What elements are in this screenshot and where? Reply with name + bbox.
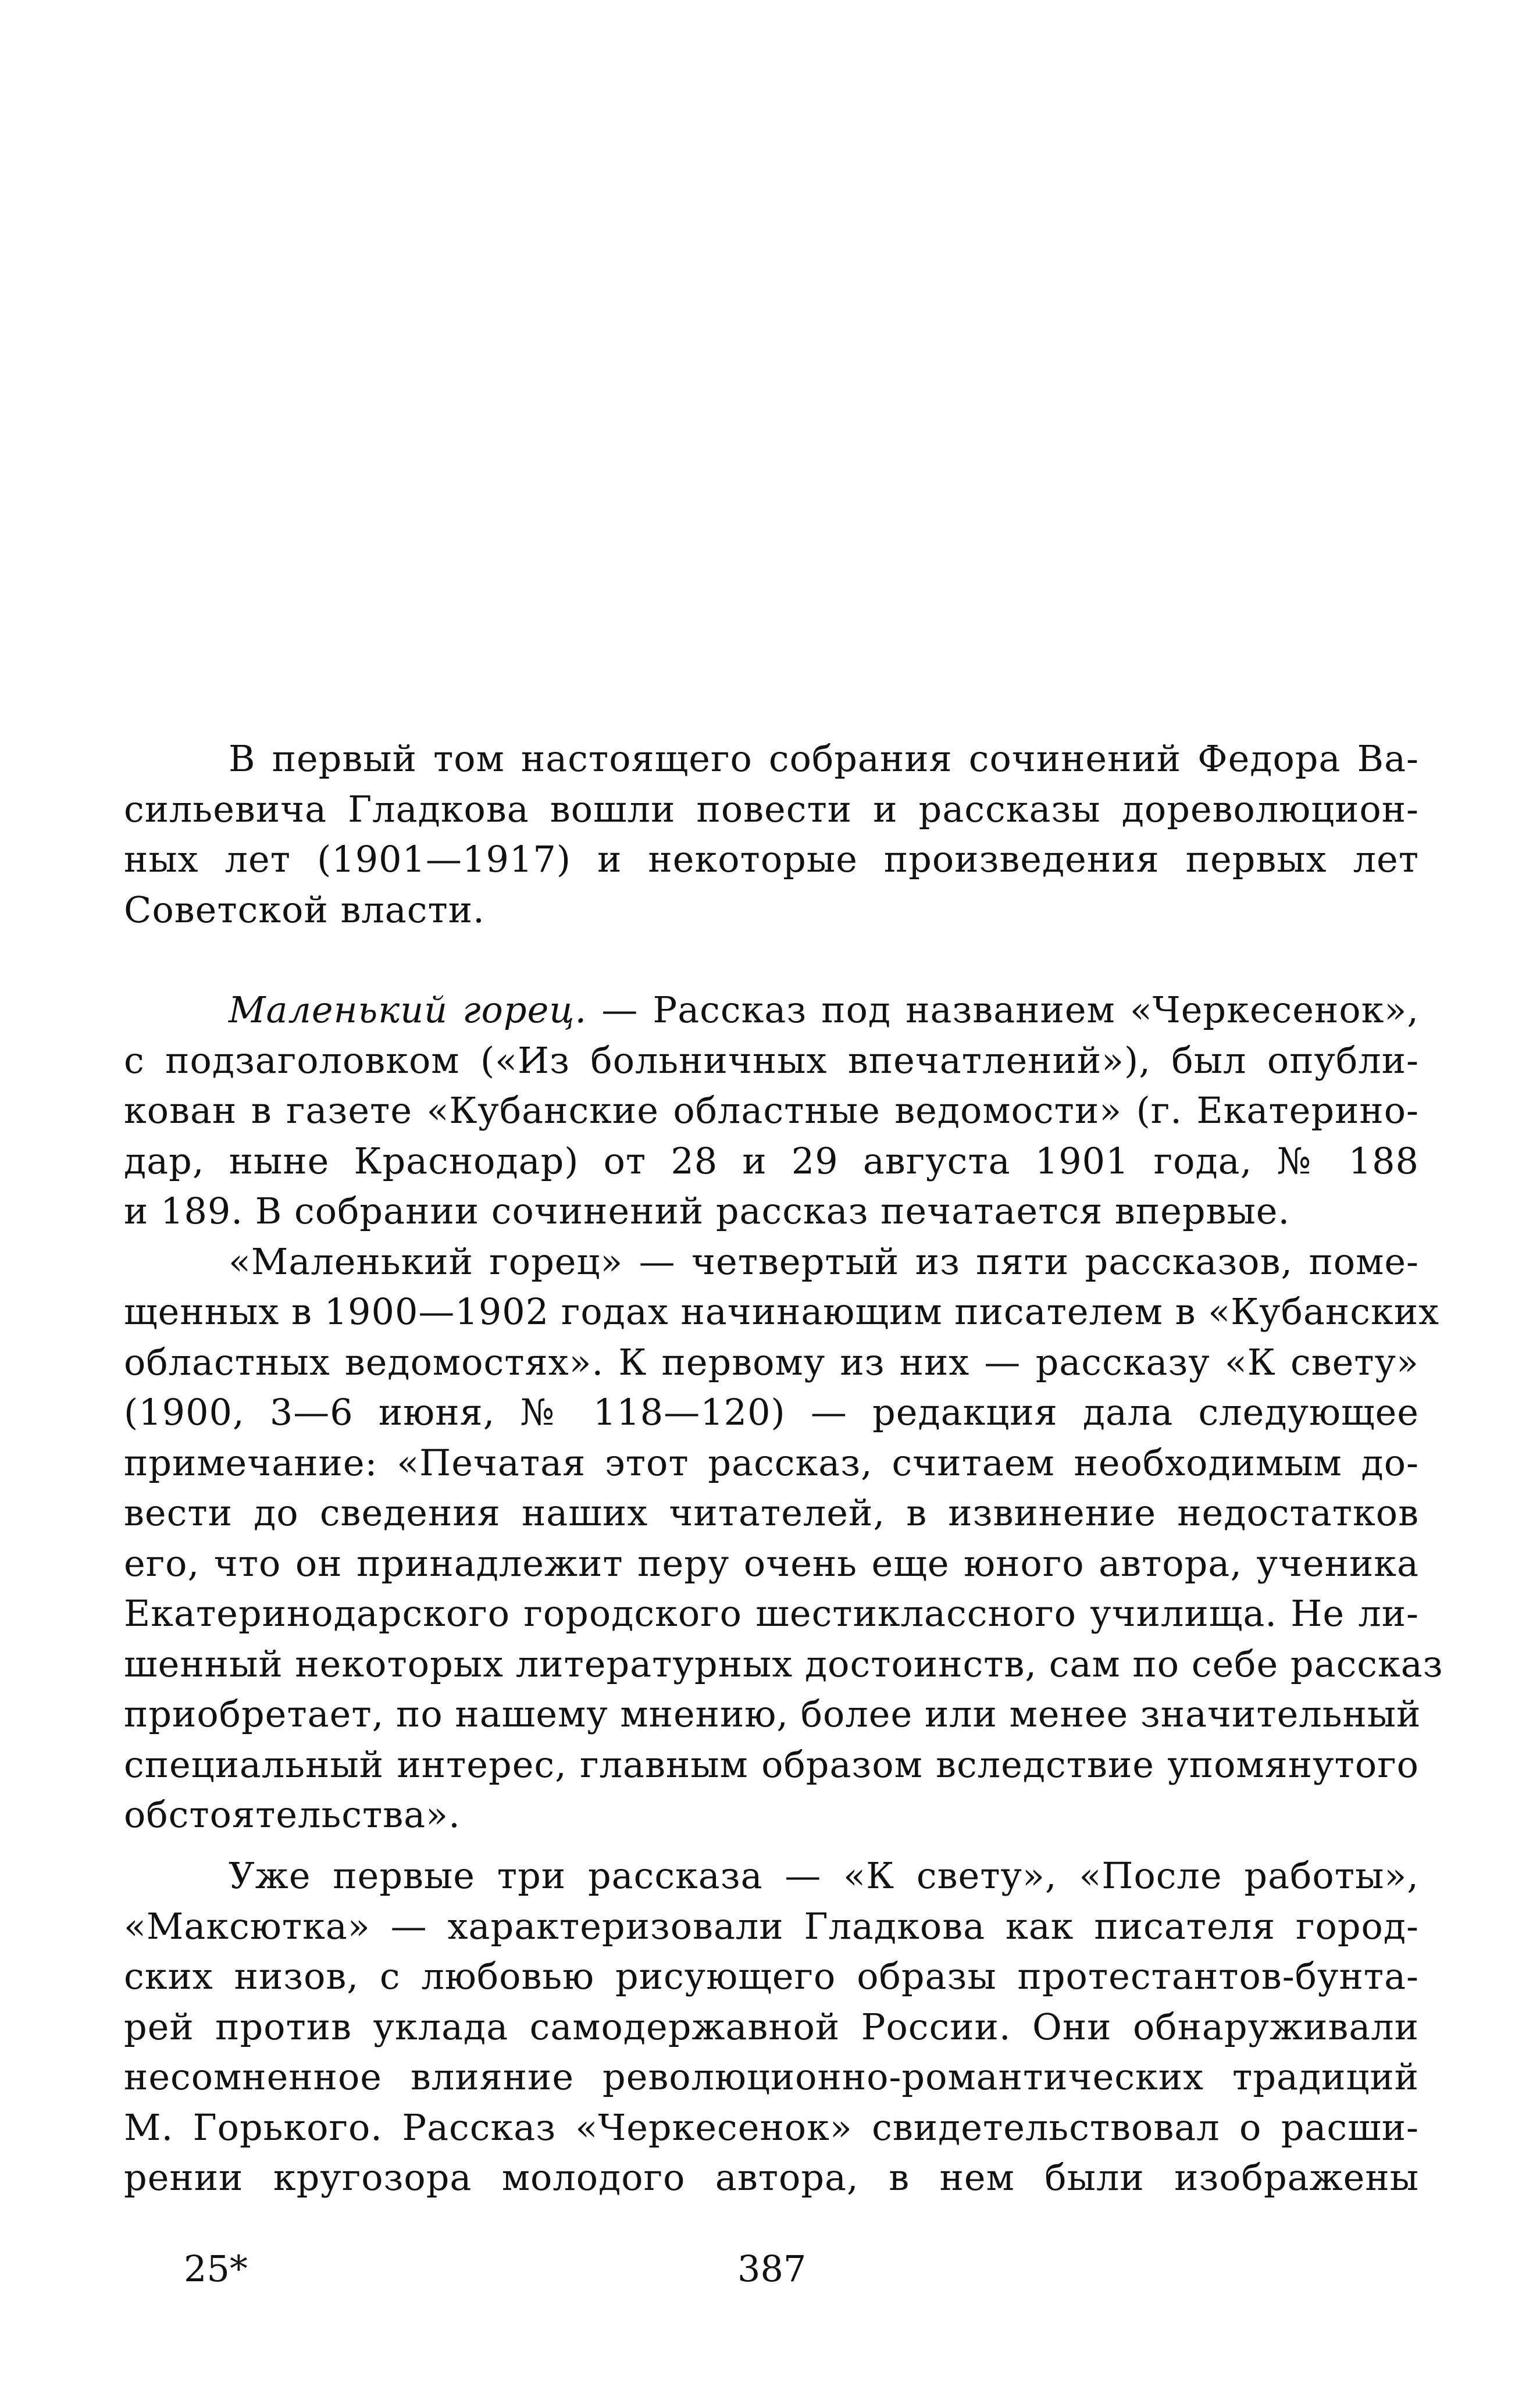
text-line: дар, ныне Краснодар) от 28 и 29 августа 1901 года, № 188 <box>124 1139 1419 1182</box>
text-line: специальный интерес, главным образом вследствие упомянутого <box>124 1743 1419 1786</box>
text-line: Советской власти. <box>124 888 485 931</box>
text-line: «Маленький горец» — четвертый из пяти рассказов, поме- <box>229 1240 1419 1283</box>
text-line-rest: — Рассказ под названием «Черкесенок», <box>587 989 1419 1031</box>
text-line: Екатеринодарского городского шестиклассного училища. Не ли- <box>124 1592 1419 1635</box>
text-line: В первый том настоящего собрания сочинений Федора Ва- <box>229 737 1419 780</box>
paragraph-malenkiy-gorets <box>124 985 1443 1840</box>
work-title: Маленький горец. <box>229 989 587 1031</box>
text-line: несомненное влияние революционно-романтических традиций <box>124 2056 1419 2098</box>
text-line: и 189. В собрании сочинений рассказ печатается впервые. <box>124 1190 1291 1232</box>
text-line: шенный некоторых литературных достоинств, сам по себе рассказ <box>124 1642 1443 1685</box>
paragraph-first-three-stories <box>124 1851 1419 2203</box>
text-line: приобретает, по нашему мнению, более или менее значительный <box>124 1693 1421 1735</box>
text-line: кован в газете «Кубанские областные ведомости» (г. Екатерино- <box>124 1089 1419 1132</box>
paragraph-intro <box>124 734 1419 935</box>
text-line: ских низов, с любовью рисующего образы протестантов-бунта- <box>124 1955 1419 1997</box>
text-line: рении кругозора молодого автора, в нем были изображены <box>124 2156 1419 2199</box>
text-line: обстоятельства». <box>124 1793 461 1836</box>
text-line: ных лет (1901—1917) и некоторые произведения первых лет <box>124 838 1419 880</box>
text-line <box>124 985 1419 1036</box>
text-line: вести до сведения наших читателей, в извинение недостатков <box>124 1492 1419 1534</box>
text-line: «Максютка» — характеризовали Гладкова как писателя город- <box>124 1904 1419 1947</box>
text-line: областных ведомостях». К первому из них — рассказу «К свету» <box>124 1340 1419 1383</box>
text-line: М. Горького. Рассказ «Черкесенок» свидетельствовал о расши- <box>124 2106 1419 2149</box>
text-line: сильевича Гладкова вошли повести и рассказы дореволюцион- <box>124 787 1419 830</box>
text-line: с подзаголовком («Из больничных впечатлений»), был опубли- <box>124 1039 1419 1082</box>
page-number: 387 <box>737 2248 807 2290</box>
text-line: примечание: «Печатая этот рассказ, считаем необходимым до- <box>124 1441 1419 1484</box>
text-line: щенных в 1900—1902 годах начинающим писателем в «Кубанских <box>124 1290 1439 1333</box>
text-line: рей против уклада самодержавной России. Они обнаруживали <box>124 2005 1419 2048</box>
text-line: его, что он принадлежит перу очень еще юного автора, ученика <box>124 1542 1419 1585</box>
text-line: Уже первые три рассказа — «К свету», «После работы», <box>229 1854 1419 1897</box>
signature-mark: 25* <box>184 2248 248 2290</box>
text-line: (1900, 3—6 июня, № 118—120) — редакция дала следующее <box>124 1391 1419 1433</box>
